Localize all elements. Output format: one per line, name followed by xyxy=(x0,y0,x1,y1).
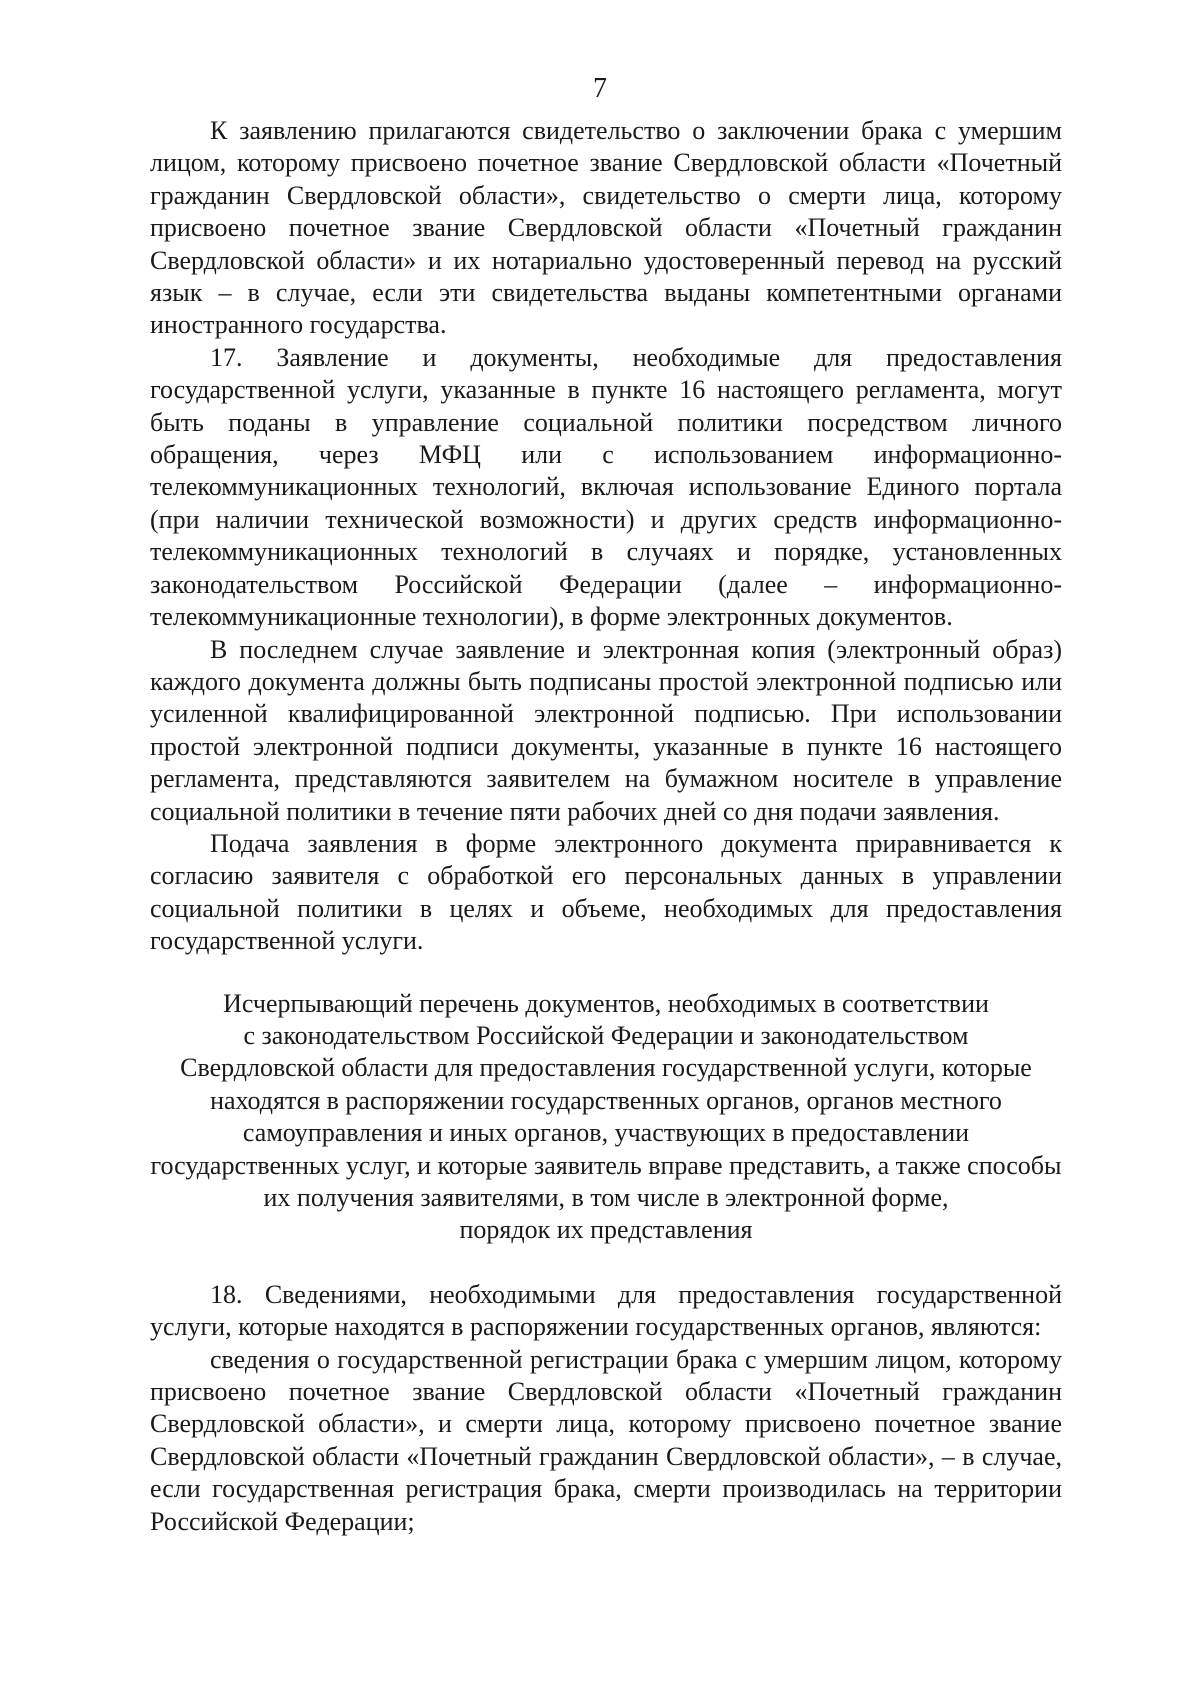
paragraph-item-18: 18. Сведениями, необходимыми для предоставления государственной услуги, которые находятся в распоряжении государственных органов, являются: xyxy=(150,1279,1062,1342)
paragraph-electronic-signature: В последнем случае заявление и электронная копия (электронный образ) каждого документа должны быть подписаны простой электронной подписью или усиленной квалифицированной электронной подписью. При использовании простой электронной подписи документы, указанные в пункте 16 настоящего регламента, представляются заявителем на бумажном носителе в управление социальной политики в течение пяти рабочих дней со дня подачи заявления. xyxy=(150,634,1062,826)
section-heading-line: порядок их представления xyxy=(459,1215,753,1245)
page-number: 7 xyxy=(593,73,607,104)
paragraph-registration-info: сведения о государственной регистрации брака с умершим лицом, которому присвоено почетное звание Свердловской области «Почетный гражданин Свердловской области», и смерти лица, которому присвоено почетное звание Свердловской области «Почетный гражданин Свердловской области», – в случае, если государственная регистрация брака, смерти производилась на территории Российской Федерации; xyxy=(150,1344,1062,1536)
section-heading-line: государственных услуг, и которые заявитель вправе представить, а также способы xyxy=(150,1150,1062,1180)
paragraph-attachments: К заявлению прилагаются свидетельство о заключении брака с умершим лицом, которому присвоено почетное звание Свердловской области «Почетный гражданин Свердловской области», свидетельство о смерти лица, которому присвоено почетное звание Свердловской области «Почетный гражданин Свердловской области» и их нотариально удостоверенный перевод на русский язык – в случае, если эти свидетельства выданы компетентными органами иностранного государства. xyxy=(150,116,1062,340)
paragraph-item-17: 17. Заявление и документы, необходимые для предоставления государственной услуги, указанные в пункте 16 настоящего регламента, могут быть поданы в управление социальной политики посредством личного обращения, через МФЦ или с использованием информационно-телекоммуникационных технологий, включая использование Единого портала (при наличии технической возможности) и других средств информационно-телекоммуникационных технологий в случаях и порядке, установленных законодательством Российской Федерации (далее – информационно-телекоммуникационные технологии), в форме электронных документов. xyxy=(150,342,1062,632)
section-heading-line: их получения заявителями, в том числе в электронной форме, xyxy=(263,1183,949,1212)
section-heading-line: Свердловской области для предоставления государственной услуги, которые xyxy=(180,1053,1032,1083)
document-body xyxy=(150,115,1062,1538)
paragraph-personal-data-consent: Подача заявления в форме электронного документа приравнивается к согласию заявителя с обработкой его персональных данных в управлении социальной политики в целях и объеме, необходимых для предоставления государственной услуги. xyxy=(150,828,1062,956)
section-heading-line: находятся в распоряжении государственных органов, органов местного xyxy=(210,1085,1002,1115)
section-heading xyxy=(150,988,1062,1247)
section-heading-line: с законодательством Российской Федерации и законодательством xyxy=(243,1020,969,1050)
section-heading-line: самоуправления и иных органов, участвующих в предоставлении xyxy=(242,1118,970,1148)
section-heading-line: Исчерпывающий перечень документов, необходимых в соответствии xyxy=(223,988,989,1018)
